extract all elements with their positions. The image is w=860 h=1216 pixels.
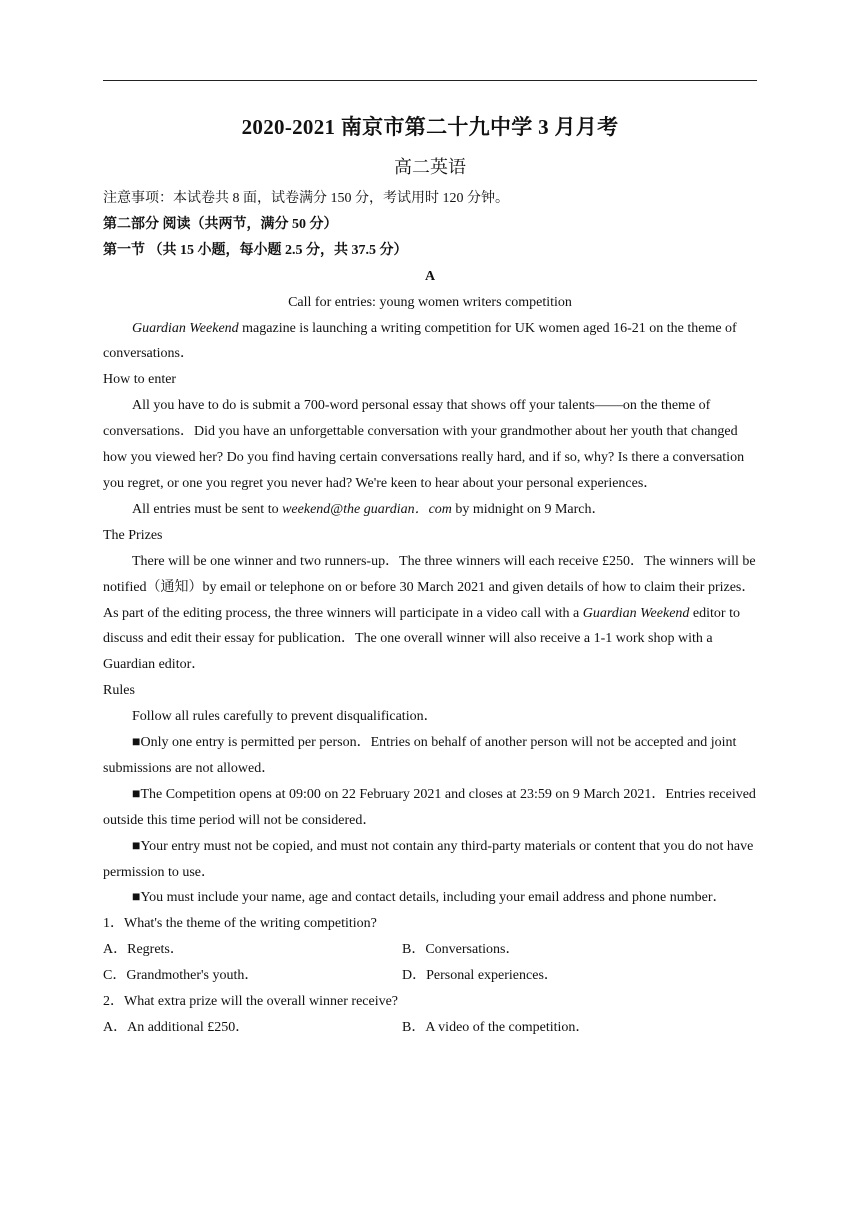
how-to-enter-heading: How to enter (103, 372, 177, 388)
entries-text-before: All entries must be sent to (132, 501, 283, 517)
prizes-text-2: editor to discuss and edit their essay for publication．The one overall winner will also receive a 1-1 work shop with a Guardian editor． (103, 605, 740, 673)
how-to-enter-paragraph: All you have to do is submit a 700-word personal essay that shows off your talents——on the theme of conversations．Did you have an unforgettable conversation with your grandmother about her youth that changed how you viewed her? Do you find having certain conversations really hard, and if so, why? Is there a conversation you regret, or one you regret you never had? We're keen to hear about your personal experiences． (103, 398, 745, 491)
answer-option: B．A video of the competition． (402, 1020, 590, 1035)
question-options-row (103, 963, 757, 989)
part-heading: 第二部分 阅读（共两节，满分 50 分） (103, 216, 338, 232)
prizes-paragraph (103, 549, 757, 679)
prizes-heading: The Prizes (103, 527, 163, 543)
rule-item: ■Your entry must not be copied, and must not contain any third-party materials or content that you do not have permission to use． (103, 838, 754, 880)
question-options-row (103, 1015, 757, 1041)
answer-option: A．Regrets． (103, 942, 184, 958)
rules-heading: Rules (103, 683, 135, 699)
header-rule (103, 80, 757, 81)
passage-intro (103, 316, 757, 368)
magazine-name: Guardian Weekend (132, 320, 239, 336)
prizes-magazine-name: Guardian Weekend (582, 605, 690, 621)
answer-option: A．An additional £250． (103, 1020, 250, 1035)
rule-item: ■You must include your name, age and contact details, including your email address and phone number． (132, 890, 727, 906)
question-stem: 1．What's the theme of the writing competition? (103, 916, 377, 932)
passage-letter: A (424, 268, 436, 284)
entries-paragraph (103, 497, 757, 523)
prizes-text-1: There will be one winner and two runners-up．The three winners will each receive £250．The winners will be notified（通知）by email or telephone on or before 30 March 2021 and given details of how to claim their prizes．As part of the editing process, the three winners will participate in a video call with a (103, 553, 756, 621)
question-options-row (103, 937, 757, 963)
entries-text-after: by midnight on 9 March． (451, 501, 606, 517)
exam-subtitle: 高二英语 (394, 157, 466, 177)
answer-option: B．Conversations． (402, 942, 520, 958)
page-content (103, 110, 757, 1041)
passage-heading: Call for entries: young women writers competition (288, 294, 572, 310)
answer-option: D．Personal experiences． (402, 968, 558, 984)
rule-item: ■The Competition opens at 09:00 on 22 February 2021 and closes at 23:59 on 9 March 2021．Entries received outside this time period will not be considered． (103, 786, 756, 828)
exam-instructions: 注意事项：本试卷共 8 面，试卷满分 150 分，考试用时 120 分钟。 (103, 191, 509, 206)
exam-title: 2020-2021 南京市第二十九中学 3 月月考 (241, 115, 619, 139)
entries-email: weekend@the guardian．com (282, 501, 452, 517)
question-stem: 2．What extra prize will the overall winner receive? (103, 994, 399, 1010)
section-heading: 第一节 （共 15 小题，每小题 2.5 分，共 37.5 分） (103, 242, 408, 258)
answer-option: C．Grandmother's youth． (103, 968, 259, 984)
rules-intro: Follow all rules carefully to prevent disqualification． (132, 709, 438, 725)
rule-item: ■Only one entry is permitted per person．Entries on behalf of another person will not be accepted and joint submissions are not allowed． (103, 735, 737, 776)
intro-text: magazine is launching a writing competition for UK women aged 16-21 on the theme of conversations． (103, 320, 737, 362)
